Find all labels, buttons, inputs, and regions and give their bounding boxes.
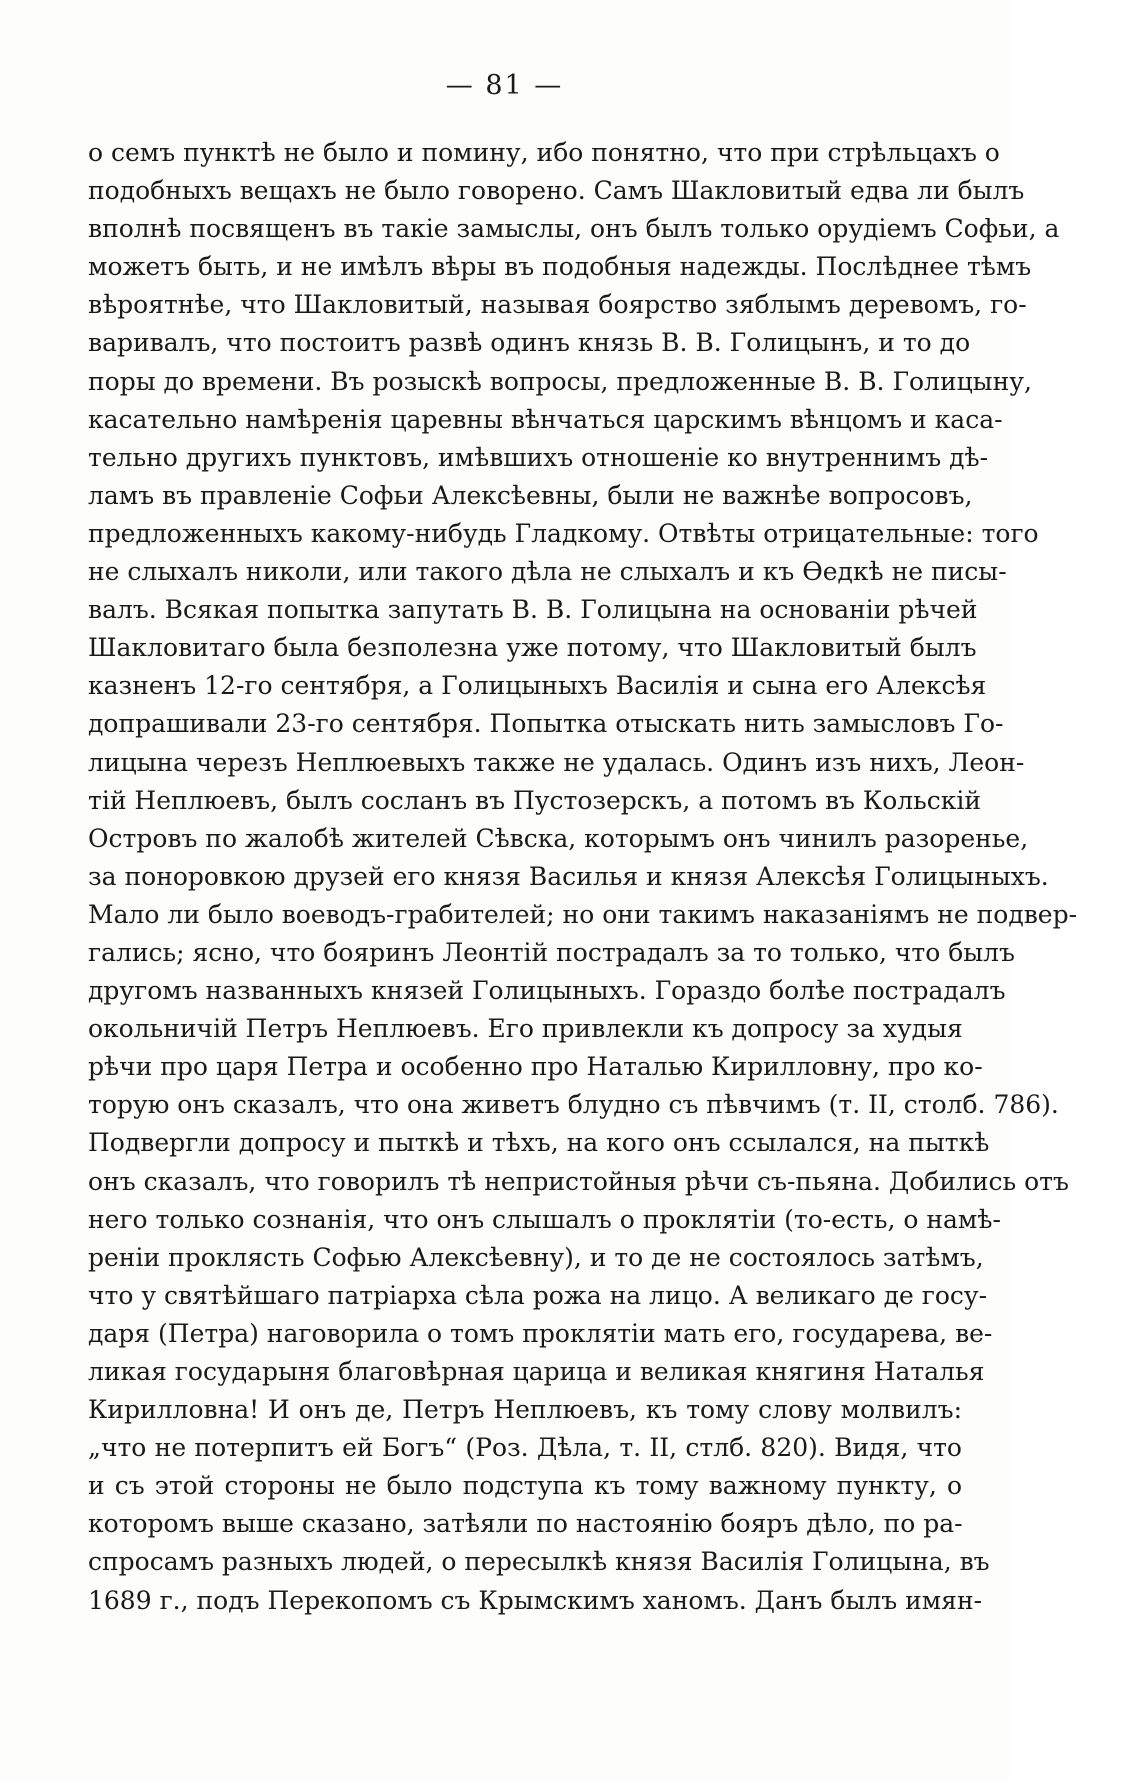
text-line: другомъ названныхъ князей Голицыныхъ. Гораздо болѣе пострадалъ [88, 976, 1006, 1006]
text-line: поры до времени. Въ розыскѣ вопросы, предложенные В. В. Голицыну, [88, 366, 1032, 396]
text-line: можетъ быть, и не имѣлъ вѣры въ подобныя надежды. Послѣднее тѣмъ [88, 252, 1032, 282]
text-line: ламъ въ правленіе Софьи Алексѣевны, были не важнѣе вопросовъ, [88, 480, 973, 510]
text-line: Подвергли допросу и пыткѣ и тѣхъ, на кого онъ ссылался, на пыткѣ [88, 1128, 990, 1158]
text-line: тельно другихъ пунктовъ, имѣвшихъ отношеніе ко внутреннимъ дѣ- [88, 442, 989, 472]
text-line: и съ этой стороны не было подступа къ тому важному пункту, о [88, 1471, 962, 1501]
body-text [88, 134, 1078, 1620]
text-line: допрашивали 23-го сентября. Попытка отыскать нить замысловъ Го- [88, 709, 1004, 739]
text-line: о семъ пунктѣ не было и помину, ибо понятно, что при стрѣльцахъ о [88, 138, 1000, 167]
text-line: лицына черезъ Неплюевыхъ также не удалась. Одинъ изъ нихъ, Леон- [88, 747, 1025, 777]
text-line: вѣроятнѣе, что Шакловитый, называя боярство зяблымъ деревомъ, го- [88, 290, 1027, 320]
page-number: — 81 — [445, 70, 564, 101]
text-line: окольничій Петръ Неплюевъ. Его привлекли къ допросу за худыя [88, 1014, 963, 1044]
text-line: казненъ 12-го сентября, а Голицыныхъ Василія и сына его Алексѣя [88, 671, 987, 701]
text-line: торую онъ сказалъ, что она живетъ блудно съ пѣвчимъ (т. II, столб. 786). [88, 1090, 1059, 1120]
text-line: подобныхъ вещахъ не было говорено. Самъ Шакловитый едва ли былъ [88, 176, 1025, 206]
text-line: даря (Петра) наговорила о томъ проклятіи мать его, государева, ве- [88, 1318, 993, 1348]
text-line: не слыхалъ николи, или такого дѣла не слыхалъ и къ Ѳедкѣ не писы- [88, 557, 1007, 587]
text-line: спросамъ разныхъ людей, о пересылкѣ князя Василія Голицына, въ [88, 1547, 990, 1577]
text-line: валъ. Всякая попытка запутать В. В. Голицына на основаніи рѣчей [88, 595, 978, 625]
text-line: рѣчи про царя Петра и особенно про Наталью Кирилловну, про ко- [88, 1052, 983, 1082]
text-line: касательно намѣренія царевны вѣнчаться царскимъ вѣнцомъ и каса- [88, 404, 1003, 434]
text-line: Шакловитаго была безполезна уже потому, что Шакловитый былъ [88, 633, 977, 663]
text-line: онъ сказалъ, что говорилъ тѣ непристойныя рѣчи съ-пьяна. Добились отъ [88, 1166, 1069, 1196]
text-line: предложенныхъ какому-нибудь Гладкому. Отвѣты отрицательные: того [88, 518, 1039, 548]
text-line: реніи проклясть Софью Алексѣевну), и то де не состоялось затѣмъ, [88, 1242, 984, 1272]
text-line: варивалъ, что постоитъ развѣ одинъ князь В. В. Голицынъ, и то до [88, 328, 971, 358]
text-line: него только сознанія, что онъ слышалъ о проклятіи (то-есть, о намѣ- [88, 1204, 1001, 1234]
text-line: „что не потерпитъ ей Богъ“ (Роз. Дѣла, т. II, стлб. 820). Видя, что [88, 1433, 962, 1463]
text-line: вполнѣ посвященъ въ такіе замыслы, онъ былъ только орудіемъ Софьи, а [88, 214, 1060, 244]
text-line: за поноровкою друзей его князя Василья и князя Алексѣя Голицыныхъ. [88, 861, 1049, 891]
text-line: что у святѣйшаго патріарха сѣла рожа на лицо. А великаго де госу- [88, 1280, 988, 1310]
text-line: тій Неплюевъ, былъ сосланъ въ Пустозерскъ, а потомъ въ Кольскій [88, 785, 982, 815]
text-line: Кирилловна! И онъ де, Петръ Неплюевъ, къ тому слову молвилъ: [88, 1395, 962, 1425]
text-line: 1689 г., подъ Перекопомъ съ Крымскимъ ханомъ. Данъ былъ имян- [88, 1585, 983, 1615]
text-line: ликая государыня благовѣрная царица и великая княгиня Наталья [88, 1357, 985, 1386]
text-line: Островъ по жалобѣ жителей Сѣвска, которымъ онъ чинилъ разоренье, [88, 823, 1029, 853]
text-line: Мало ли было воеводъ-грабителей; но они такимъ наказаніямъ не подвер- [88, 899, 1078, 929]
text-line: гались; ясно, что бояринъ Леонтій пострадалъ за то только, что былъ [88, 937, 1015, 967]
text-line: которомъ выше сказано, затѣяли по настоянію бояръ дѣло, по ра- [88, 1509, 963, 1539]
